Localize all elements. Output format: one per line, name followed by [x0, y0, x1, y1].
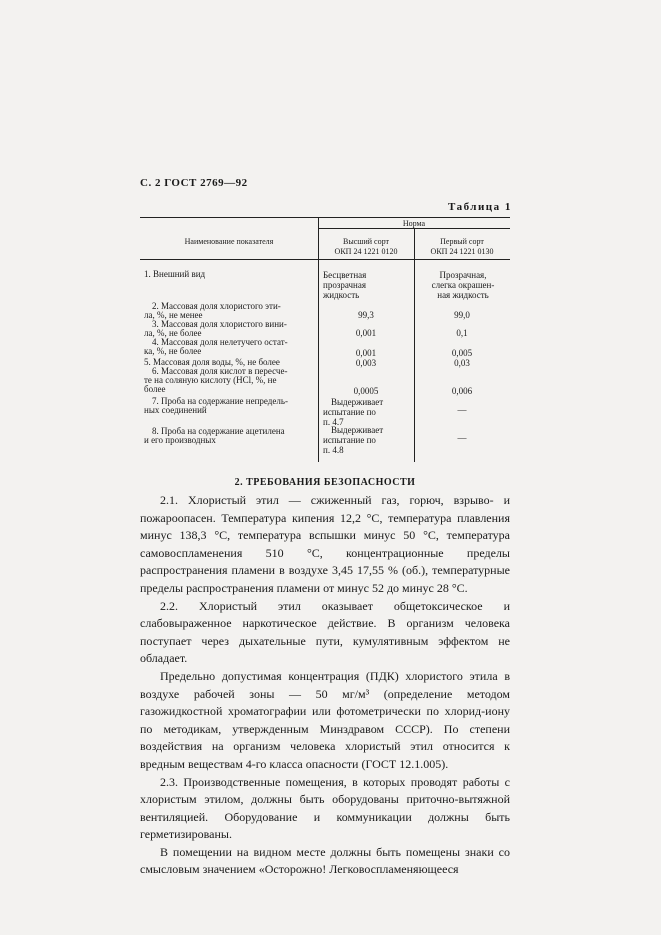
table-row-label: 7. Проба на содержание непредель- ных соединений — [144, 396, 288, 416]
table-cell-grade1: 0,001 — [355, 328, 377, 338]
specification-table — [140, 217, 510, 462]
body-text — [140, 492, 510, 879]
table-row-label: 4. Массовая доля нелетучего остат- ка, %, не более — [144, 337, 288, 357]
table-cell-grade1: Выдерживает испытание по п. 4.7 — [323, 397, 384, 427]
table-cell-grade1: 99,3 — [358, 310, 374, 320]
table-caption: Таблица 1 — [448, 201, 512, 213]
col-grade2-header: Первый сорт ОКП 24 1221 0130 — [430, 237, 494, 256]
table-cell-grade2: 0,006 — [451, 386, 473, 396]
col-norm-header: Норма — [402, 219, 426, 228]
table-cell-grade1: Выдерживает испытание по п. 4.8 — [323, 425, 384, 455]
table-top-rule — [140, 217, 510, 218]
col-grade1-header: Высший сорт ОКП 24 1221 0120 — [334, 237, 398, 256]
column-divider-2 — [414, 228, 415, 462]
table-row-label: 1. Внешний вид — [144, 269, 206, 279]
table-cell-grade1: Бесцветная прозрачная жидкость — [323, 270, 367, 300]
table-row-label: 8. Проба на содержание ацетилена и его производных — [144, 426, 285, 446]
paragraph: 2.1. Хлористый этил — сжиженный газ, горюч, взрыво- и пожароопасен. Температура кипения 12,2 °С, температура плавления минус 138,3 °С, температура вспышки минус 50 °С, температура самовоспламенения 510 °С, концентрационные пределы распространения пламени в воздухе 3,45 17,55 % (об.), температурные пределы распространения пламени от минус 52 до минус 28 °С. — [140, 493, 510, 595]
paragraph: 2.2. Хлористый этил оказывает общетоксическое и слабовыраженное наркотическое действие. В организм человека поступает через дыхательные пути, кумулятивным эффектом не обладает. — [140, 598, 510, 666]
paragraph: 2.3. Производственные помещения, в которых проводят работы с хлористым этилом, должны быть оборудованы приточно-вытяжной вентиляцией. Оборудование и коммуникации должны быть герметизированы. — [140, 774, 510, 842]
table-row-label: 2. Массовая доля хлористого эти- ла, %, не менее — [144, 301, 281, 321]
table-cell-grade1: 0,003 — [355, 358, 377, 368]
col-indicator-header: Наименование показателя — [184, 237, 274, 246]
table-cell-grade2: 0,005 — [451, 348, 473, 358]
paragraph: Предельно допустимая концентрация (ПДК) хлористого этила в воздухе рабочей зоны — 50 мг/м³ (определение методом газожидкостной хроматографии или фотометрически по хлорид-иону по методикам, утвержденным Минздравом СССР). По степени воздействия на организм человека хлористый этил относится к вредным веществам 4-го класса опасности (ГОСТ 12.1.005). — [140, 668, 510, 771]
table-cell-grade1: 0,0005 — [353, 386, 379, 396]
table-cell-grade2: Прозрачная, слегка окрашен- ная жидкость — [431, 270, 495, 300]
table-cell-grade1: 0,001 — [355, 348, 377, 358]
section-title: 2. ТРЕБОВАНИЯ БЕЗОПАСНОСТИ — [234, 477, 416, 488]
table-cell-grade2: — — [457, 433, 467, 443]
page-header: С. 2 ГОСТ 2769—92 — [140, 177, 248, 189]
table-cell-grade2: 99,0 — [454, 310, 470, 320]
paragraph: В помещении на видном месте должны быть помещены знаки со смысловым значением «Осторожно! Легковоспламеняющееся — [140, 844, 510, 877]
table-cell-grade2: — — [457, 405, 467, 415]
table-cell-grade2: 0,1 — [456, 328, 468, 338]
table-cell-grade2: 0,03 — [454, 358, 470, 368]
table-row-label: 3. Массовая доля хлористого вини- ла, %, не более — [144, 319, 287, 339]
table-row-label: 5. Массовая доля воды, %, не более — [144, 357, 280, 367]
table-row-label: 6. Массовая доля кислот в пересче- те на соляную кислоту (HCl, %, не более — [144, 366, 288, 395]
header-bottom-rule — [140, 259, 510, 260]
